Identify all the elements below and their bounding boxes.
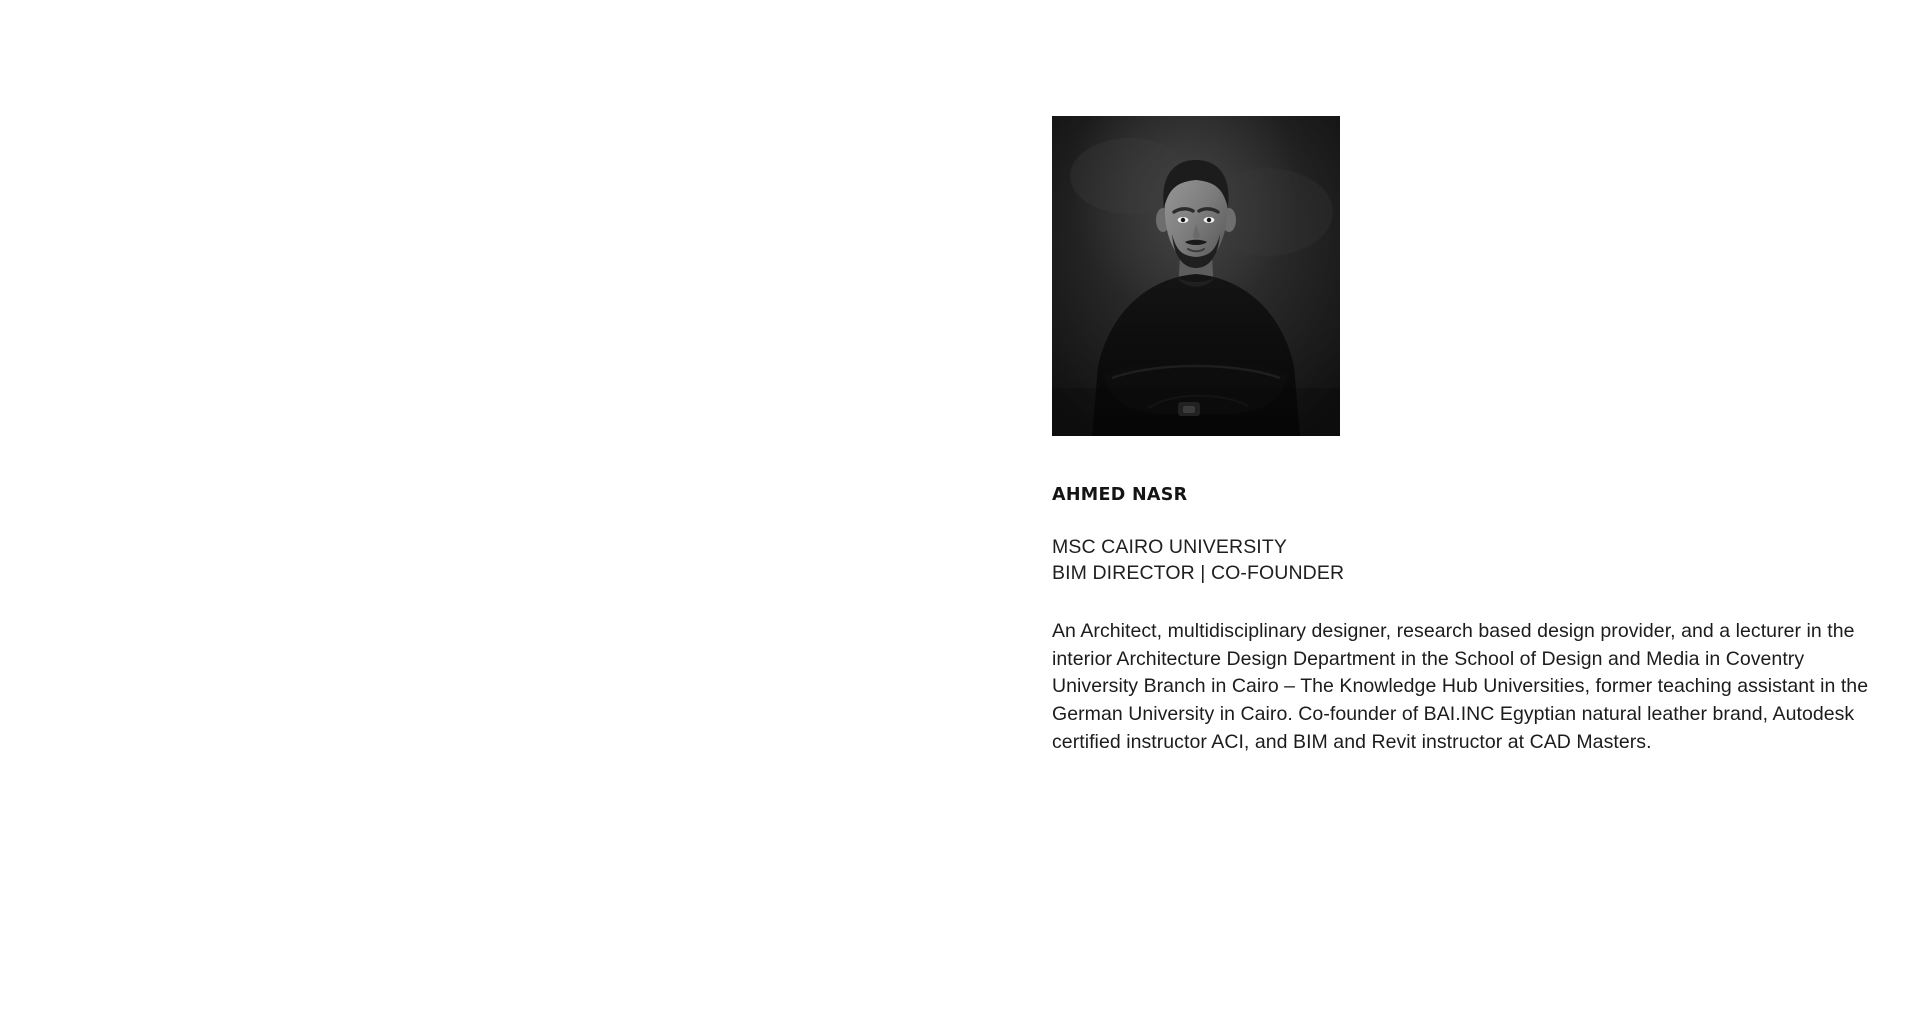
credential-role: BIM DIRECTOR | CO-FOUNDER — [1052, 562, 1345, 585]
portrait-photo-icon — [1052, 116, 1340, 436]
profile-card — [1052, 116, 1872, 757]
credential-degree: MSC CAIRO UNIVERSITY — [1052, 536, 1287, 559]
biography-text: An Architect, multidisciplinary designer, research based design provider, and a lecturer in the interior Architecture Design Department in the School of Design and Media in Coventry University Branch in Cairo – The Knowledge Hub Universities, former teaching assistant in the German University in Cairo. Co-founder of BAI.INC Egyptian natural leather brand, Autodesk certified instructor ACI, and BIM and Revit instructor at CAD Masters. — [1052, 620, 1869, 753]
credentials-block — [1052, 535, 1872, 587]
person-name: AHMED NASR — [1052, 485, 1188, 505]
